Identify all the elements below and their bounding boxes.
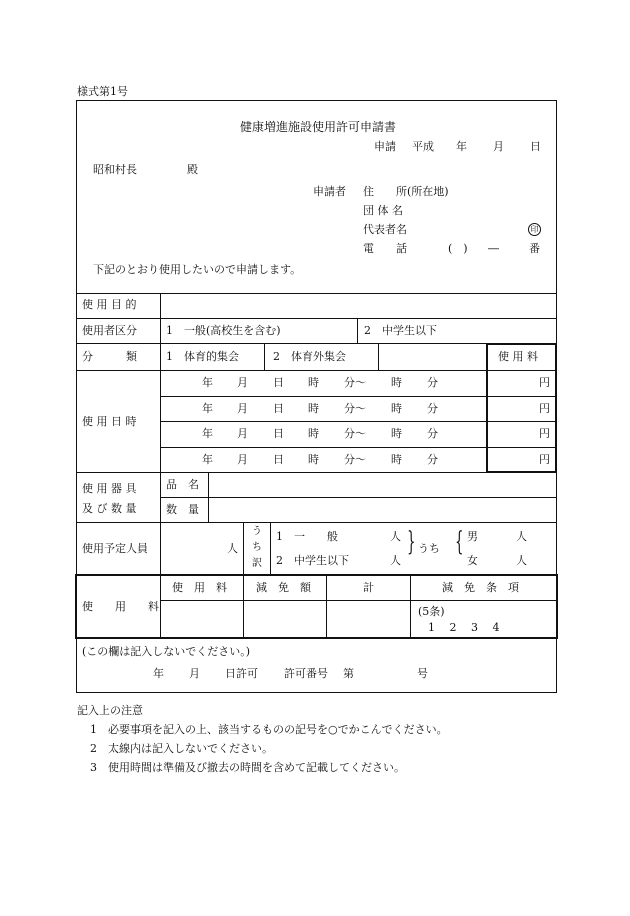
note-item: 3 使用時間は準備及び撤去の時間を含めて記載してください。 xyxy=(90,761,405,774)
equipment-label-line1: 使 用 器 具 xyxy=(82,482,137,495)
purpose-label: 使 用 目 的 xyxy=(82,298,137,311)
total-column-header: 計 xyxy=(363,581,374,594)
people-total-unit: 人 xyxy=(227,542,238,555)
general-count-unit: 人 xyxy=(390,530,401,543)
permit-number-label: 許可番号 xyxy=(284,667,328,680)
clause-options: 1 2 3 4 xyxy=(428,621,500,634)
breakdown-label-char2: ち xyxy=(252,542,262,553)
article-reference: (5条) xyxy=(418,605,445,618)
apply-date-era: 平成 xyxy=(412,140,434,153)
addressee-name: 昭和村長 xyxy=(93,163,137,176)
tel-paren: ( ) xyxy=(448,242,468,255)
apply-date-year: 年 xyxy=(456,140,467,153)
applicant-address-label: 住 所(所在地) xyxy=(363,185,449,198)
category-option-nonsports: 2 体育外集会 xyxy=(273,350,346,363)
applicant-rep-label: 代表者名 xyxy=(363,223,407,236)
reduction-clause-header: 減 免 条 項 xyxy=(442,581,519,594)
junior-count-unit: 人 xyxy=(390,554,401,567)
tel-dash: ― xyxy=(488,242,499,255)
statement-text: 下記のとおり使用したいので申請します。 xyxy=(93,263,302,276)
quantity-label: 数 量 xyxy=(166,503,199,516)
seal-mark: 印 xyxy=(528,223,541,236)
fee-column-header: 使 用 料 xyxy=(172,581,227,594)
permit-month: 月 xyxy=(189,667,200,680)
applicant-tel-label: 電 話 xyxy=(363,242,407,255)
general-count-label: 1 一 般 xyxy=(276,530,338,543)
permit-day: 日許可 xyxy=(225,667,258,680)
apply-date-month: 月 xyxy=(493,140,504,153)
people-label: 使用予定人員 xyxy=(82,542,148,555)
applicant-group-label: 団 体 名 xyxy=(363,204,403,217)
datetime-label: 使 用 日 時 xyxy=(82,415,137,428)
apply-date-day: 日 xyxy=(530,140,541,153)
breakdown-label-char1: う xyxy=(252,526,262,537)
user-class-option-junior: 2 中学生以下 xyxy=(364,324,437,337)
apply-date-label: 申請 xyxy=(374,140,396,153)
gender-breakdown-label: うち xyxy=(418,542,440,555)
reduction-column-header: 減 免 額 xyxy=(256,581,311,594)
user-class-option-general: 1 一般(高校生を含む) xyxy=(166,324,281,337)
form-title: 健康増進施設使用許可申請書 xyxy=(240,120,397,134)
male-unit: 人 xyxy=(516,530,527,543)
left-brace: { xyxy=(455,527,464,557)
user-class-label: 使用者区分 xyxy=(82,324,137,337)
fee-header: 使 用 料 xyxy=(498,350,538,363)
junior-count-label: 2 中学生以下 xyxy=(276,554,349,567)
fee-section-label: 使 用 料 xyxy=(82,600,159,613)
applicant-label: 申請者 xyxy=(313,185,346,198)
permit-dai: 第 xyxy=(343,667,354,680)
addressee-honorific: 殿 xyxy=(187,163,198,176)
female-label: 女 xyxy=(467,554,478,567)
tel-ban: 番 xyxy=(529,242,540,255)
note-item: 1 必要事項を記入の上、該当するものの記号を○でかこんでください。 xyxy=(90,723,448,736)
office-use-note: (この欄は記入しないでください。) xyxy=(82,645,251,658)
note-item: 2 太線内は記入しないでください。 xyxy=(90,742,273,755)
female-unit: 人 xyxy=(516,554,527,567)
category-label: 分 類 xyxy=(82,350,137,363)
form-number: 様式第1号 xyxy=(77,85,128,98)
category-option-sports: 1 体育的集会 xyxy=(166,350,239,363)
right-brace: } xyxy=(407,527,416,557)
item-name-label: 品 名 xyxy=(166,478,199,491)
notes-heading: 記入上の注意 xyxy=(77,704,143,717)
equipment-label-line2: 及 び 数 量 xyxy=(82,502,137,515)
male-label: 男 xyxy=(467,530,478,543)
breakdown-label-char3: 訳 xyxy=(252,558,262,569)
permit-year: 年 xyxy=(153,667,164,680)
permit-go: 号 xyxy=(417,667,428,680)
